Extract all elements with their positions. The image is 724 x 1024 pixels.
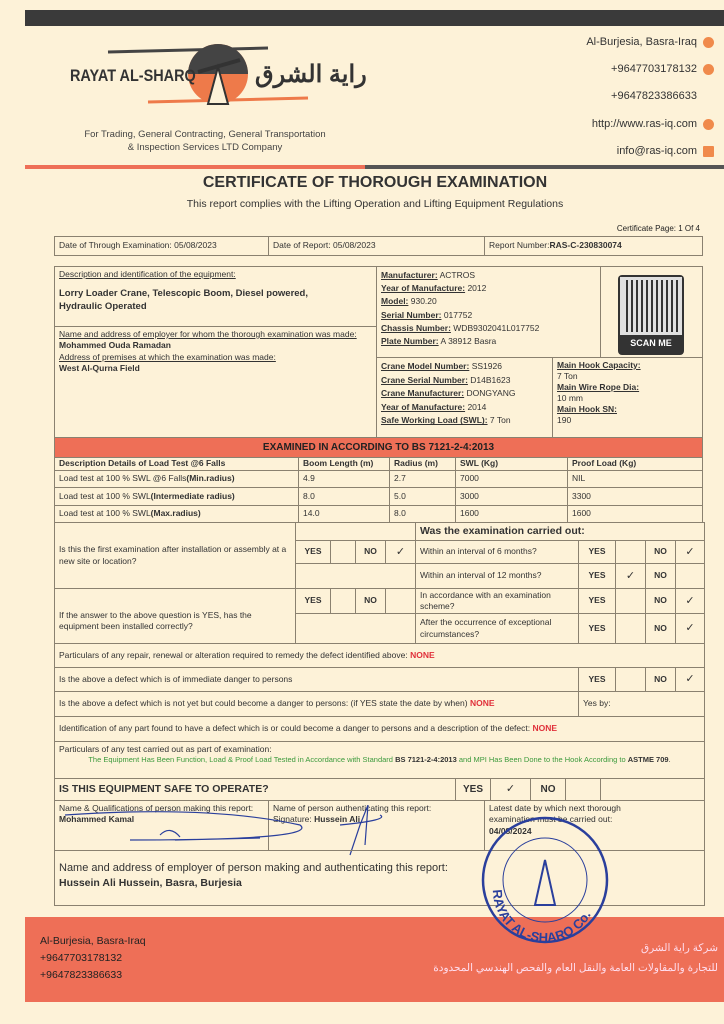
maker-name: Mohammed Kamal [59,814,135,825]
yes-option[interactable]: YES [578,540,616,564]
identification-row [54,716,705,742]
contact-text: +9647703178132 [611,63,697,75]
footer [25,917,724,1002]
yes-check-box[interactable] [615,667,646,692]
yes-by-field[interactable]: Yes by: [578,691,705,717]
yes-option[interactable]: YES [578,563,616,589]
load-test-description: Load test at 100 % SWL (Intermediate radius) [54,487,299,506]
label: Description and identification of the equipment: [59,269,236,279]
load-test-cell: 8.0 [298,487,390,506]
hook-value: 190 [557,415,572,426]
yes-option[interactable]: YES [578,667,616,692]
no-option[interactable]: NO [355,588,386,614]
load-test-cell: 8.0 [389,505,456,523]
hook-value: 7 Ton [557,371,578,382]
no-check-box[interactable] [385,588,416,614]
label: Particulars of any repair, renewal or alteration required to remedy the defect identified above: [59,649,408,660]
no-option[interactable]: NO [645,563,676,589]
crane-field: Year of Manufacture: 2014 [381,401,487,412]
page-title: CERTIFICATE OF THOROUGH EXAMINATION [202,174,548,191]
yes-check-box[interactable] [615,613,646,644]
value: West Al-Qurna Field [59,363,140,374]
load-test-cell: 7000 [455,470,568,488]
mail-icon [703,146,714,157]
contact-website[interactable] [592,118,714,130]
yes-option[interactable]: YES [578,613,616,644]
label: Identification of any part found to have a defect which is or could become a danger to persons and a description of the defect: [59,723,531,734]
check-mark-icon[interactable]: ✓ [490,778,531,801]
authenticator-name: Hussein Ali [314,814,361,825]
value: Hussein Ali Hussein, Basra, Burjesia [59,876,242,889]
load-test-cell: 3000 [455,487,568,506]
load-test-header: Radius (m) [389,457,456,471]
no-option[interactable]: NO [645,667,676,692]
company-name-en: RAYAT AL-SHARQ [70,66,196,85]
vehicle-info [376,266,601,358]
exam-interval-question: Within an interval of 12 months? [415,563,579,589]
future-danger-question [54,691,579,717]
contact-text: Al-Burjesia, Basra-Iraq [586,36,697,48]
exam-interval-question: Within an interval of 6 months? [415,540,579,564]
globe-icon [703,119,714,130]
contact-text: +9647823386633 [611,90,697,102]
employer-info [54,326,377,438]
load-test-header: SWL (Kg) [455,457,568,471]
yes-option[interactable]: YES [295,540,331,564]
yes-check-box[interactable] [615,588,646,614]
no-check-box[interactable] [565,778,601,801]
load-test-cell: 2.7 [389,470,456,488]
blank [295,563,416,589]
label: Name & Qualifications of person making this report: [59,803,254,813]
divider-orange [25,165,365,169]
load-test-cell: 1600 [455,505,568,523]
value: NONE [410,649,435,660]
immediate-danger-question: Is the above a defect which is of immediate danger to persons [54,667,579,692]
label: Address of premises at which the examination was made: [59,351,276,362]
crane-field: Safe Working Load (SWL): 7 Ton [381,415,511,426]
footer-arabic-name: شركة راية الشرق [640,942,718,954]
contact-phone-2 [611,90,697,102]
load-test-cell: 3300 [567,487,703,506]
value: NONE [532,723,558,734]
report-date: Date of Report: 05/08/2023 [268,236,485,256]
stamp-text: RAYAT AL-SHARQ Co. [489,888,594,946]
vehicle-field: Model: 930.20 [381,296,437,307]
no-option[interactable]: NO [645,588,676,614]
hook-value: 10 mm [557,393,583,404]
yes-check-box[interactable] [330,588,356,614]
load-test-description: Load test at 100 % SWL (Max.radius) [54,505,299,523]
report-number-label: Report Number: [489,240,550,251]
tagline [55,128,355,155]
label: Name and address of employer for whom the thorough examination was made: [59,329,357,339]
label: Particulars of any test carried out as part of examination: [59,744,272,754]
label: Is the above a defect which is not yet but could become a danger to persons: (if YES state the date by when) [59,698,468,709]
hook-info [552,357,703,438]
load-test-cell: 5.0 [389,487,456,506]
qr-code-icon [623,280,679,332]
exam-interval-question: In accordance with an examination scheme? [415,588,579,614]
vehicle-field: Year of Manufacture: 2012 [381,283,487,294]
divider-dark [365,165,724,169]
yes-option[interactable]: YES [455,778,491,801]
load-test-cell: 14.0 [298,505,390,523]
report-number-value: RAS-C-230830074 [549,240,622,251]
hook-label: Main Hook Capacity: [557,360,641,370]
next-exam-date: 04/08/2024 [489,825,532,836]
no-check-box[interactable] [675,563,705,589]
label: Name of person authenticating this report: [273,803,432,813]
load-test-cell: 1600 [567,505,703,523]
label: Latest date by which next thorough examination must be carried out: [489,803,621,825]
exam-interval-question: After the occurrence of exceptional circumstances? [415,613,579,644]
check-mark-icon[interactable]: ✓ [675,588,705,614]
tagline-line-2: & Inspection Services LTD Company [127,142,283,154]
check-mark-icon[interactable]: ✓ [675,613,705,644]
check-mark-icon[interactable]: ✓ [675,667,705,692]
check-mark-icon[interactable]: ✓ [615,563,646,589]
location-pin-icon [703,37,714,48]
top-bar [25,10,724,26]
check-mark-icon[interactable]: ✓ [385,540,416,564]
no-option[interactable]: NO [530,778,566,801]
load-test-description: Load test at 100 % SWL @6 Falls (Min.radius) [54,470,299,488]
tests-row [54,741,705,779]
subtitle: This report complies with the Lifting Operation and Lifting Equipment Regulations [186,198,564,210]
value: NONE [469,698,495,709]
no-option[interactable]: NO [355,540,386,564]
svg-text:RAYAT AL-SHARQ Co. [490,889,594,945]
safe-to-operate-question: IS THIS EQUIPMENT SAFE TO OPERATE? [54,778,456,801]
report-number [484,236,703,256]
vehicle-field: Plate Number: A 38912 Basra [381,335,497,346]
label: Name and address of employer of person making and authenticating this report: [59,862,448,874]
exam-date: Date of Through Examination: 05/08/2023 [54,236,269,256]
repair-row [54,643,705,668]
hook-label: Main Hook SN: [557,404,617,415]
qr-code[interactable] [618,275,684,355]
vehicle-field: Serial Number: 017752 [381,309,473,320]
label: Signature: [273,814,315,825]
crane-info [376,357,553,438]
scan-me-label: SCAN ME [630,338,672,348]
contact-email[interactable] [617,145,714,157]
load-test-header: Description Details of Load Test @6 Falls [54,457,299,471]
blank [600,778,705,801]
footer-phone: +9647703178132 [40,951,123,964]
yes-check-box[interactable] [330,540,356,564]
crane-field: Crane Serial Number: D14B1623 [381,374,511,385]
footer-arabic-tagline: للتجارة والمقاولات العامة والنقل العام والفحص الهندسي المحدودة [433,961,718,974]
contact-address [586,36,714,48]
yes-check-box[interactable] [615,540,646,564]
footer-address: Al-Burjesia, Basra-Iraq [40,935,146,947]
yes-option[interactable]: YES [578,588,616,614]
phone-icon [703,64,714,75]
vehicle-field: Manufacturer: ACTROS [381,270,475,280]
value: Lorry Loader Crane, Telescopic Boom, Diesel powered, Hydraulic Operated [59,288,309,313]
load-test-header: Proof Load (Kg) [567,457,703,471]
no-option[interactable]: NO [645,540,676,564]
contact-phone-1 [611,63,714,75]
email-link[interactable]: info@ras-iq.com [616,145,697,157]
blank [295,613,416,644]
first-exam-question: Is this the first examination after installation or assembly at a new site or location? [54,522,296,589]
check-mark-icon[interactable]: ✓ [675,540,705,564]
yes-option[interactable]: YES [295,588,331,614]
load-test-header: Boom Length (m) [298,457,390,471]
certificate-page: Certificate Page: 1 Of 4 [616,224,700,233]
equipment-description [54,266,377,327]
crane-field: Crane Model Number: SS1926 [381,361,502,371]
load-test-cell: 4.9 [298,470,390,488]
tagline-line-1: For Trading, General Contracting, General Transportation [84,129,326,140]
installed-correctly-question: If the answer to the above question is YES, has the equipment been installed correctly? [54,588,296,644]
website-link[interactable]: http://www.ras-iq.com [591,118,697,130]
no-option[interactable]: NO [645,613,676,644]
blank [295,522,416,541]
hook-label: Main Wire Rope Dia: [557,382,640,393]
company-name-ar: راية الشرق [255,61,367,88]
qr-cell [600,266,703,358]
value: Mohammed Ouda Ramadan [59,340,171,351]
load-test-cell: NIL [567,470,703,488]
exam-carried-out-header: Was the examination carried out: [415,522,705,541]
company-stamp [475,810,615,950]
tests-description: The Equipment Has Been Function, Load & Proof Load Tested in Accordance with Standard BS 7121-2-4:2013 and MPI Has Been Done to the Hook According to ASTME 709. [88,755,671,765]
crane-field: Crane Manufacturer: DONGYANG [381,388,516,399]
vehicle-field: Chassis Number: WDB9302041L017752 [381,322,540,333]
standard-band: EXAMINED IN ACCORDING TO BS 7121-2-4:2013 [54,437,703,458]
footer-phone: +9647823386633 [40,968,123,981]
